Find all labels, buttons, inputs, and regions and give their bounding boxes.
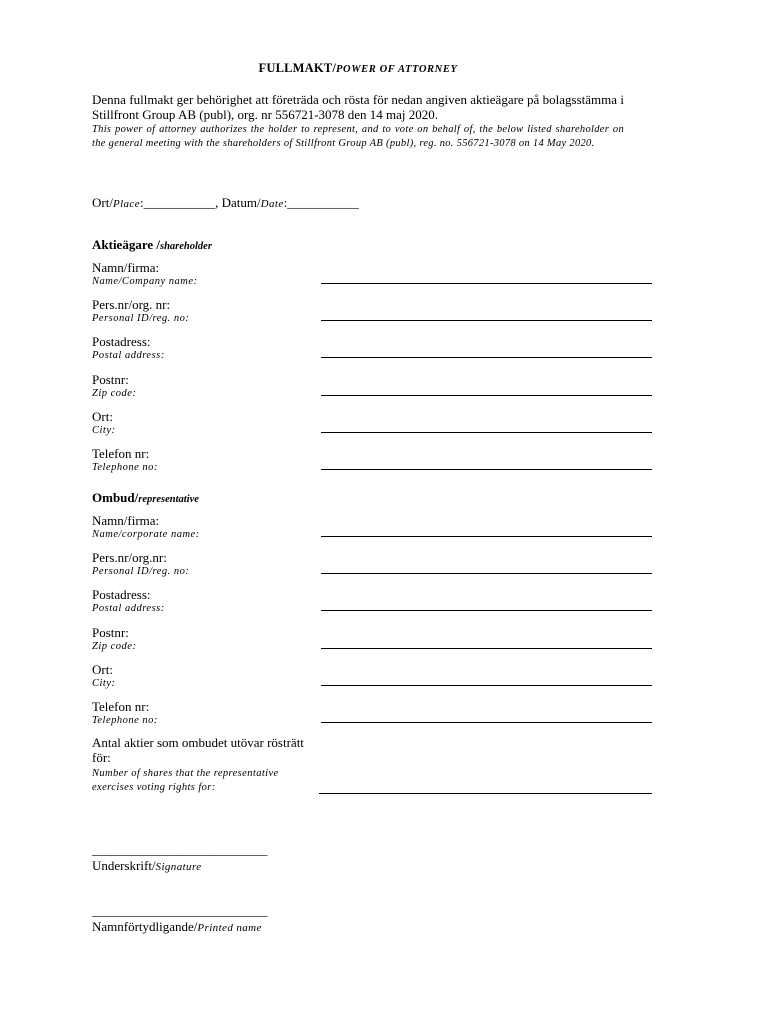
shareholder-id-field [92, 297, 652, 331]
field-label-en: Telephone no: [92, 462, 158, 473]
field-label-en: Zip code: [92, 641, 137, 652]
place-label-en: Place [112, 198, 140, 210]
shareholder-id-input[interactable] [321, 320, 652, 321]
signature-input[interactable]: ___________________________ [92, 842, 268, 857]
field-label: Namn/firma: [92, 513, 160, 528]
representative-address-input[interactable] [321, 610, 652, 611]
signature-label [92, 858, 202, 874]
representative-city-input[interactable] [321, 685, 652, 686]
title-swedish: FULLMAKT/ [258, 61, 337, 75]
field-label: Postadress: [92, 334, 151, 349]
field-label: Postadress: [92, 587, 151, 602]
place-date-line[interactable] [92, 195, 359, 211]
shareholder-phone-field [92, 446, 652, 480]
field-label-en: City: [92, 678, 116, 689]
representative-heading-en: representative [138, 494, 199, 505]
shareholder-zip-input[interactable] [321, 395, 652, 396]
representative-zip-input[interactable] [321, 648, 652, 649]
signature-label-sv: Underskrift/ [92, 858, 156, 873]
field-label-en: Name/Company name: [92, 276, 198, 287]
title-english: POWER OF ATTORNEY [336, 64, 458, 75]
field-label: Postnr: [92, 372, 129, 387]
shareholder-phone-input[interactable] [321, 469, 652, 470]
representative-id-input[interactable] [321, 573, 652, 574]
shares-field [92, 735, 652, 797]
printed-name-label [92, 919, 262, 935]
shares-input[interactable] [319, 793, 652, 794]
printed-name-input[interactable]: ___________________________ [92, 903, 268, 918]
representative-name-field [92, 513, 652, 547]
representative-phone-field [92, 699, 652, 733]
field-label: Namn/firma: [92, 260, 160, 275]
field-label: Ort: [92, 409, 113, 424]
representative-city-field [92, 662, 652, 696]
date-label-en: Date [260, 198, 284, 210]
representative-id-field [92, 550, 652, 584]
representative-heading [92, 490, 199, 506]
place-blank[interactable]: :___________, [140, 195, 219, 210]
field-label-en: Personal ID/reg. no: [92, 566, 190, 577]
shareholder-heading [92, 237, 212, 253]
field-label: Postnr: [92, 625, 129, 640]
field-label: Pers.nr/org. nr: [92, 297, 171, 312]
field-label-en: City: [92, 425, 116, 436]
field-label-en: Personal ID/reg. no: [92, 313, 190, 324]
shares-label: Antal aktier som ombudet utövar rösträtt för: [92, 735, 304, 765]
representative-name-input[interactable] [321, 536, 652, 537]
representative-phone-input[interactable] [321, 722, 652, 723]
date-label: Datum/ [218, 195, 261, 210]
shareholder-address-input[interactable] [321, 357, 652, 358]
shareholder-zip-field [92, 372, 652, 406]
shareholder-name-input[interactable] [321, 283, 652, 284]
field-label-en: Name/corporate name: [92, 529, 200, 540]
intro-english: This power of attorney authorizes the holder to represent, and to vote on behalf of, the below listed shareholder on the general meeting with the shareholders of Stillfront Group AB (publ), reg. no. 556721-3078 on 14 May 2020. [92, 124, 624, 149]
field-label-en: Postal address: [92, 350, 165, 361]
field-label: Telefon nr: [92, 699, 150, 714]
document-title [0, 61, 716, 76]
shares-label-en: Number of shares that the representative exercises voting rights for: [92, 768, 279, 793]
field-label-en: Telephone no: [92, 715, 158, 726]
shareholder-heading-sv: Aktieägare / [92, 237, 160, 252]
representative-heading-sv: Ombud/ [92, 490, 139, 505]
representative-address-field [92, 587, 652, 621]
representative-zip-field [92, 625, 652, 659]
intro-swedish: Denna fullmakt ger behörighet att företräda och rösta för nedan angiven aktieägare på bolagsstämma i Stillfront Group AB (publ), org. nr 556721-3078 den 14 maj 2020. [92, 92, 624, 122]
field-label: Pers.nr/org.nr: [92, 550, 167, 565]
date-blank[interactable]: :___________ [283, 195, 359, 210]
shareholder-heading-en: shareholder [160, 241, 212, 252]
shareholder-address-field [92, 334, 652, 368]
field-label-en: Zip code: [92, 388, 137, 399]
field-label: Telefon nr: [92, 446, 150, 461]
printed-name-label-en: Printed name [197, 922, 262, 934]
shareholder-city-field [92, 409, 652, 443]
shareholder-city-input[interactable] [321, 432, 652, 433]
field-label: Ort: [92, 662, 113, 677]
shareholder-name-field [92, 260, 652, 294]
signature-label-en: Signature [155, 861, 202, 873]
place-label: Ort/ [92, 195, 113, 210]
printed-name-label-sv: Namnförtydligande/ [92, 919, 198, 934]
field-label-en: Postal address: [92, 603, 165, 614]
